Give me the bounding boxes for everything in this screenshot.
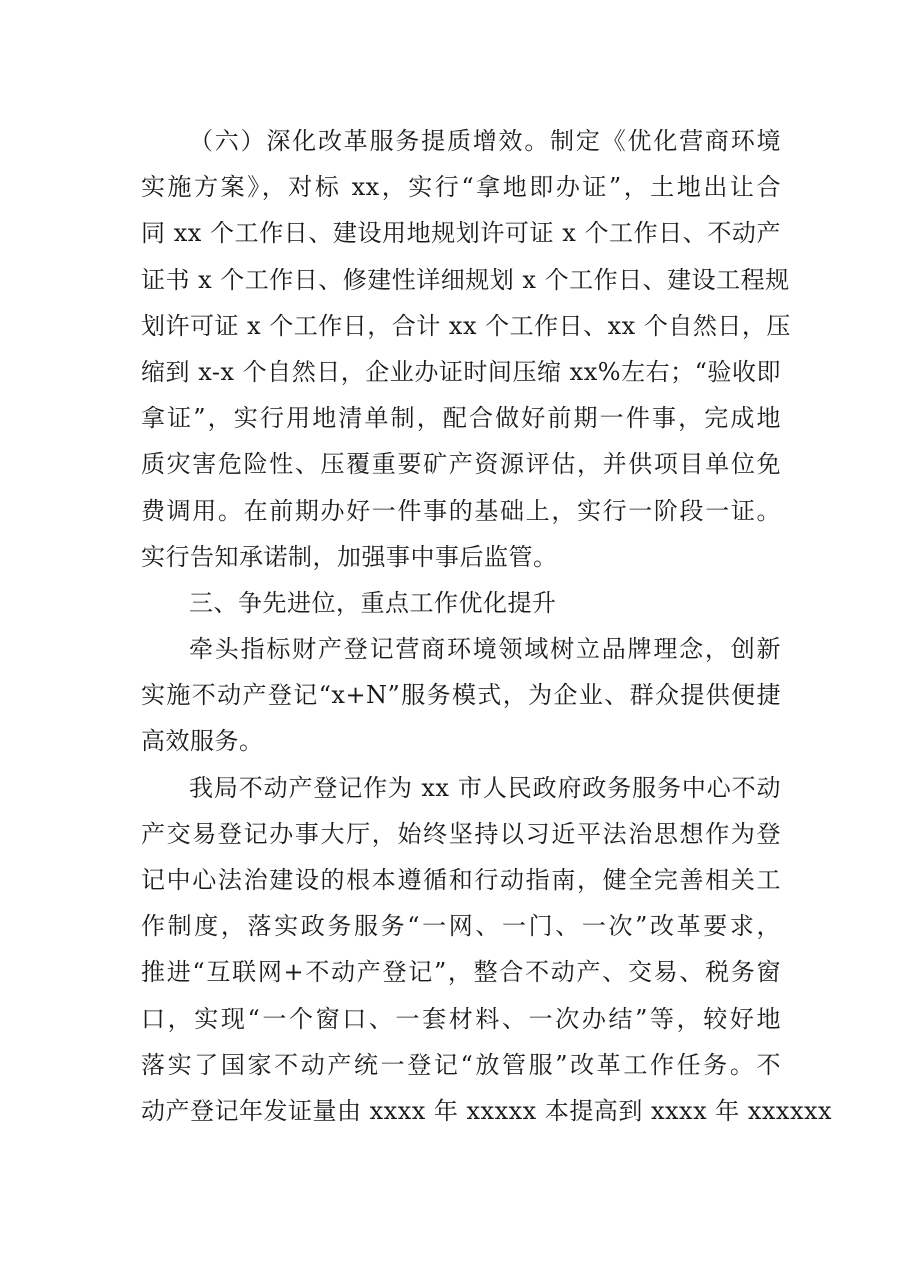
text-line: 作制度，落实政务服务“一网、一门、一次”改革要求， (141, 912, 781, 941)
text-line: 实施不动产登记“x+N”服务模式，为企业、群众提供便捷 (141, 681, 781, 710)
text-line: 质灾害危险性、压覆重要矿产资源评估，并供项目单位免 (141, 450, 781, 479)
section-heading: 三、争先进位，重点工作优化提升 (189, 588, 557, 617)
text-line: 推进“互联网+不动产登记”，整合不动产、交易、税务窗 (141, 958, 781, 987)
text-line: 拿证”，实行用地清单制，配合做好前期一件事，完成地 (141, 404, 781, 433)
text-line: 缩到 x-x 个自然日，企业办证时间压缩 xx%左右；“验收即 (141, 357, 781, 386)
text-line: 动产登记年发证量由 xxxx 年 xxxxx 本提高到 xxxx 年 xxxxxx (141, 1096, 833, 1125)
text-line: 产交易登记办事大厅，始终坚持以习近平法治思想作为登 (141, 819, 781, 848)
text-line: 实施方案》，对标 xx，实行“拿地即办证”，土地出让合 (141, 173, 781, 202)
text-line: 证书 x 个工作日、修建性详细规划 x 个工作日、建设工程规 (141, 265, 790, 294)
body-text (141, 118, 833, 1134)
text-line: （六）深化改革服务提质增效。制定《优化营商环境 (189, 127, 781, 155)
text-line: 牵头指标财产登记营商环境领域树立品牌理念，创新 (189, 635, 781, 664)
text-line: 划许可证 x 个工作日，合计 xx 个工作日、xx 个自然日，压 (141, 311, 791, 340)
text-line: 高效服务。 (141, 727, 264, 756)
text-line: 我局不动产登记作为 xx 市人民政府政务服务中心不动 (189, 773, 781, 802)
text-line: 费调用。在前期办好一件事的基础上，实行一阶段一证。 (141, 496, 781, 525)
text-line: 记中心法治建设的根本遵循和行动指南，健全完善相关工 (141, 866, 781, 894)
text-line: 口，实现“一个窗口、一套材料、一次办结”等，较好地 (141, 1004, 781, 1033)
text-line: 落实了国家不动产统一登记“放管服”改革工作任务。不 (141, 1050, 781, 1079)
text-line: 同 xx 个工作日、建设用地规划许可证 x 个工作日、不动产 (141, 219, 781, 248)
text-line: 实行告知承诺制，加强事中事后监管。 (141, 542, 558, 571)
